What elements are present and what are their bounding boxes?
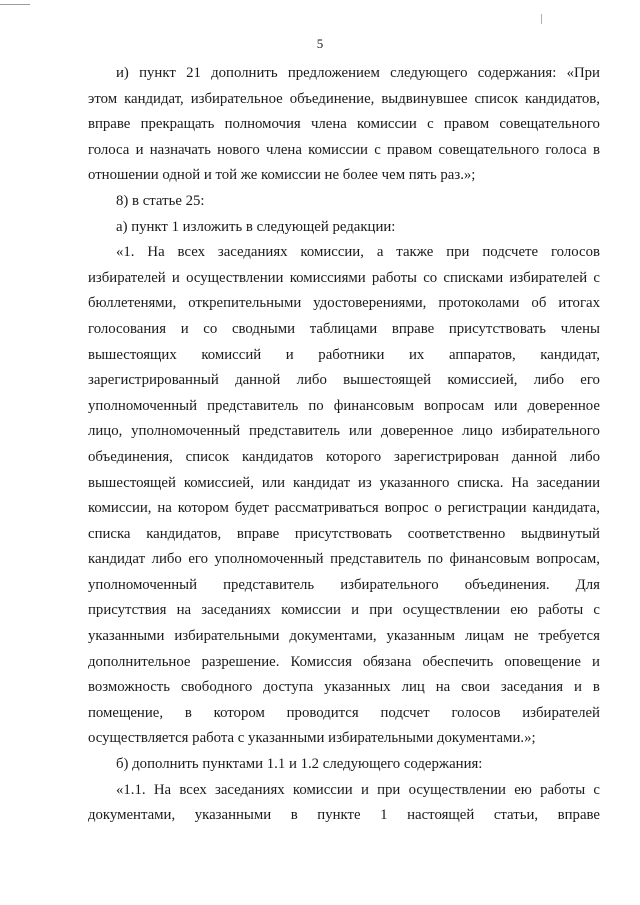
word: представитель (207, 397, 299, 414)
word: избирательными (174, 628, 280, 645)
word: всех (179, 781, 207, 798)
word: пункт (139, 65, 176, 81)
word: списка (88, 525, 131, 542)
word: не (514, 628, 529, 645)
text-line (88, 445, 600, 471)
word: и (574, 679, 582, 696)
word: Для (575, 576, 600, 593)
word: голоса (88, 141, 130, 158)
word: присутствовать (448, 320, 547, 337)
word: избирательное (190, 90, 283, 107)
word: голосов (550, 244, 600, 261)
word: о (434, 500, 442, 517)
word: комиссии (357, 116, 417, 133)
word: кандидатов (241, 448, 314, 465)
word: обеспечить (422, 653, 494, 670)
word: представитель (223, 576, 315, 593)
word: совещательного (438, 141, 540, 158)
word: со (203, 320, 218, 337)
word: списками (443, 269, 504, 286)
word: «1. (116, 244, 135, 261)
word: регистрации (447, 500, 527, 517)
text-line (88, 240, 600, 266)
word: в (592, 141, 600, 158)
word: и (351, 602, 360, 619)
text-line (88, 650, 600, 676)
word: работы (540, 781, 586, 798)
word: документами, (88, 807, 176, 824)
word: комиссией, (183, 474, 254, 491)
word: объединения, (88, 448, 173, 465)
word: члена (266, 141, 302, 158)
text-line (88, 471, 600, 497)
scan-edge-mark (0, 4, 30, 5)
word: вопросам (424, 397, 485, 414)
word: объединение, (289, 90, 375, 107)
word: комиссий (201, 346, 262, 363)
word: с (593, 269, 600, 286)
word: открепительными (188, 295, 302, 312)
word: документами, (289, 628, 377, 645)
text-line (88, 189, 600, 215)
word: присутствовать (294, 525, 393, 542)
word: кандидат (88, 551, 146, 568)
word: работники (318, 346, 385, 363)
word: и (285, 346, 294, 363)
word: либо (296, 372, 327, 389)
word: «При (566, 65, 600, 81)
word: комиссии, (88, 500, 152, 517)
word: члены (560, 320, 600, 337)
word: избирательного (340, 576, 439, 593)
word: данной (235, 372, 281, 389)
text-line (88, 291, 600, 317)
word: осуществлении (408, 781, 506, 798)
word: вопрос (384, 500, 429, 517)
word: при (377, 781, 401, 798)
word: избирателей (88, 269, 166, 286)
word: Комиссия (290, 653, 352, 670)
word: следующего (390, 65, 468, 81)
word: лицо, (88, 423, 123, 440)
word: указанными (194, 807, 272, 824)
word: помещение, (88, 704, 164, 721)
word: финансовым (449, 551, 530, 568)
word: дополнить (211, 65, 278, 81)
word: доверенное (380, 423, 454, 440)
word: по (308, 397, 324, 414)
word: заседаниях (214, 781, 285, 798)
word: б) дополнить пунктами 1.1 и 1.2 следующего содержания: (116, 756, 483, 773)
word: по (427, 551, 443, 568)
word: назначать (149, 141, 211, 158)
word: присутствия (88, 602, 167, 619)
word: предложением (287, 65, 380, 81)
text-line (88, 343, 600, 369)
text-line (88, 547, 600, 573)
word: пункте (317, 807, 361, 824)
word: с (593, 781, 600, 798)
word: оповещение (504, 653, 581, 670)
word: статьи, (493, 807, 539, 824)
word: со (423, 269, 438, 286)
word: представитель (248, 423, 341, 440)
word: доступа (263, 679, 314, 696)
text-line (88, 317, 600, 343)
word: лицо (462, 423, 493, 440)
word: при (446, 244, 470, 261)
word: которого (326, 448, 382, 465)
word: всех (177, 244, 205, 261)
word: кандидатов, (146, 525, 222, 542)
text-line (88, 112, 600, 138)
word: голоса (545, 141, 587, 158)
word: представитель (330, 551, 422, 568)
word: На (153, 781, 172, 798)
text-line (88, 522, 600, 548)
word: в (592, 679, 600, 696)
word: будет (234, 500, 269, 517)
word: осуществлении (186, 269, 284, 286)
word: сводными (231, 320, 296, 337)
word: заседаниях (201, 602, 271, 619)
text-line (88, 496, 600, 522)
word: и (592, 653, 600, 670)
word: либо (533, 372, 564, 389)
word: объединения. (464, 576, 550, 593)
word: котором (177, 500, 229, 517)
word: итогах (558, 295, 600, 312)
text-line (88, 598, 600, 624)
word: его (188, 551, 209, 568)
word: либо (569, 448, 600, 465)
word: и (180, 320, 189, 337)
word: аппаратов, (448, 346, 516, 363)
word: совещательного (499, 116, 600, 133)
word: выдвинутый (520, 525, 600, 542)
text-line (88, 624, 600, 650)
word: избирателей (509, 269, 588, 286)
text-line (88, 752, 600, 778)
word: подсчет (380, 704, 430, 721)
word: или (348, 423, 373, 440)
word: об (531, 295, 547, 312)
word: «1.1. (116, 781, 146, 798)
text-line (88, 368, 600, 394)
word: его (580, 372, 600, 389)
word: требуется (538, 628, 600, 645)
word: вправе (88, 116, 131, 133)
word: доверенное (527, 397, 600, 414)
word: голосов (451, 704, 501, 721)
word: полномочия (224, 116, 301, 133)
word: также (396, 244, 434, 261)
word: и (171, 269, 180, 286)
word: списка. (457, 474, 504, 491)
text-line (88, 266, 600, 292)
word: вправе (391, 320, 435, 337)
text-line (88, 215, 600, 241)
word: кандидат (292, 474, 351, 491)
word: подсчете (482, 244, 539, 261)
word: вправе (557, 807, 600, 824)
word: список (474, 90, 519, 107)
word: вышестоящей (343, 372, 432, 389)
word: уполномоченный (214, 551, 324, 568)
word: комиссии, (300, 244, 364, 261)
word: На (511, 474, 529, 491)
word: дополнительное (88, 653, 191, 670)
text-line (88, 163, 600, 189)
text-line (88, 87, 600, 113)
word: с (593, 602, 600, 619)
word: избирателей (522, 704, 600, 721)
word: зарегистрирован (393, 448, 499, 465)
word: вправе (236, 525, 280, 542)
word: и (360, 781, 369, 798)
word: зарегистрированный (88, 372, 219, 389)
text-line (88, 675, 600, 701)
word: члена (310, 116, 347, 133)
page-number: 5 (316, 36, 324, 51)
word: прекращать (140, 116, 215, 133)
word: 8) в статье 25: (116, 192, 205, 209)
word: данной (511, 448, 557, 465)
word: в (290, 807, 298, 824)
text-line (88, 419, 600, 445)
word: и) (116, 65, 129, 81)
word: содержания: (477, 65, 557, 81)
word: заседании (536, 474, 600, 491)
text-line (88, 726, 600, 752)
word: а (376, 244, 384, 261)
word: либо (151, 551, 182, 568)
word: голосования (88, 320, 167, 337)
word: настоящей (407, 807, 475, 824)
text-line (88, 573, 600, 599)
word: список (185, 448, 230, 465)
word: уполномоченный (88, 397, 198, 414)
word: вопросам, (536, 551, 600, 568)
word: выдвинувшее (381, 90, 468, 107)
word: свои (461, 679, 490, 696)
word: котором (213, 704, 265, 721)
word: осуществляется работа с указанными избирательными документами.»; (88, 730, 536, 747)
word: при (369, 602, 393, 619)
word: бюллетенями, (88, 295, 177, 312)
word: кандидата, (532, 500, 600, 517)
word: комиссией, (447, 372, 518, 389)
word: указанных (324, 679, 391, 696)
word: нового (217, 141, 260, 158)
word: а) пункт 1 изложить в следующей редакции: (116, 218, 396, 235)
word: удостоверениями, (313, 295, 427, 312)
word: избирательного (501, 423, 600, 440)
word: в (184, 704, 192, 721)
text-line (88, 803, 600, 829)
word: лиц (401, 679, 425, 696)
word: вышестоящих (88, 346, 177, 363)
word: их (409, 346, 425, 363)
word: комиссии (292, 781, 353, 798)
word: или (494, 397, 518, 414)
word: уполномоченный (88, 576, 198, 593)
word: правом (387, 141, 433, 158)
word: заседаниях (217, 244, 288, 261)
word: заседания (500, 679, 564, 696)
word: комиссии (281, 602, 341, 619)
word: разрешение. (201, 653, 280, 670)
word: работы (371, 269, 417, 286)
word: из (357, 474, 372, 491)
word: таблицами (309, 320, 378, 337)
word: ею (514, 781, 532, 798)
word: 1 (380, 807, 388, 824)
word: правом (443, 116, 490, 133)
word: указанным (386, 628, 456, 645)
word: вышестоящей (88, 474, 176, 491)
word: кандидат, (540, 346, 600, 363)
word: На (147, 244, 165, 261)
word: рассматриваться (274, 500, 379, 517)
word: комиссиями (289, 269, 366, 286)
word: проводится (286, 704, 359, 721)
word: лицам (464, 628, 505, 645)
word: возможность (88, 679, 171, 696)
word: комиссии (308, 141, 368, 158)
word: указанными (88, 628, 165, 645)
word: ею (510, 602, 528, 619)
word: или (261, 474, 286, 491)
word: и (135, 141, 144, 158)
text-line (88, 394, 600, 420)
word: кандидатов, (525, 90, 600, 107)
word: на (157, 500, 172, 517)
word: с (427, 116, 434, 133)
text-line (88, 778, 600, 804)
document-body (88, 61, 600, 829)
word: указанного (379, 474, 450, 491)
word: финансовым (333, 397, 414, 414)
word: отношении одной и той же комиссии не более чем пять раз.»; (88, 167, 476, 184)
text-line (88, 138, 600, 164)
text-line (88, 61, 600, 87)
word: работы (538, 602, 584, 619)
word: осуществлении (402, 602, 501, 619)
word: кандидат, (124, 90, 184, 107)
word: обязана (363, 653, 412, 670)
word: 21 (186, 65, 201, 81)
word: с (374, 141, 381, 158)
word: соответственно (407, 525, 506, 542)
word: протоколами (438, 295, 520, 312)
word: на (435, 679, 451, 696)
word: на (176, 602, 192, 619)
scan-edge-mark (541, 14, 542, 24)
word: этом (88, 90, 118, 107)
word: уполномоченный (131, 423, 241, 440)
text-line (88, 701, 600, 727)
word: свободного (180, 679, 253, 696)
